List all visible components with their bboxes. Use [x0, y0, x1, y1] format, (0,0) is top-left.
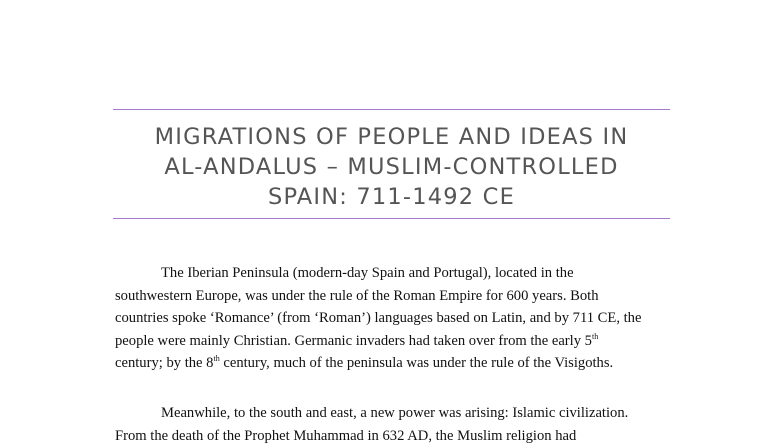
paragraph-1-line-4	[115, 330, 675, 353]
paragraph-1-line-4-text: people were mainly Christian. Germanic invaders had taken over from the early 5	[115, 333, 592, 349]
paragraph-1-line-5-text-b: century, much of the peninsula was under the rule of the Visigoths.	[220, 355, 613, 371]
paragraph-2-line-1: Meanwhile, to the south and east, a new power was arising: Islamic civilization.	[115, 402, 675, 425]
ordinal-suffix: th	[592, 332, 598, 341]
paragraph-1-line-1: The Iberian Peninsula (modern-day Spain and Portugal), located in the	[115, 262, 675, 285]
paragraph-1-line-5	[115, 352, 675, 375]
title-line-3: SPAIN: 711-1492 CE	[113, 182, 670, 212]
document-title	[113, 122, 670, 212]
paragraph-1-line-3: countries spoke ‘Romance’ (from ‘Roman’) languages based on Latin, and by 711 CE, the	[115, 307, 675, 330]
paragraph-1-line-5-text-a: century; by the 8	[115, 355, 213, 371]
ordinal-suffix: th	[213, 354, 219, 363]
paragraph-2-line-2: From the death of the Prophet Muhammad in 632 AD, the Muslim religion had	[115, 425, 675, 447]
title-line-1: MIGRATIONS OF PEOPLE AND IDEAS IN	[113, 122, 670, 152]
title-top-rule	[113, 109, 670, 110]
paragraph-1	[115, 262, 675, 375]
title-line-2: AL-ANDALUS – MUSLIM-CONTROLLED	[113, 152, 670, 182]
title-bottom-rule	[113, 218, 670, 219]
paragraph-2	[115, 402, 675, 447]
paragraph-1-line-2: southwestern Europe, was under the rule of the Roman Empire for 600 years. Both	[115, 285, 675, 308]
